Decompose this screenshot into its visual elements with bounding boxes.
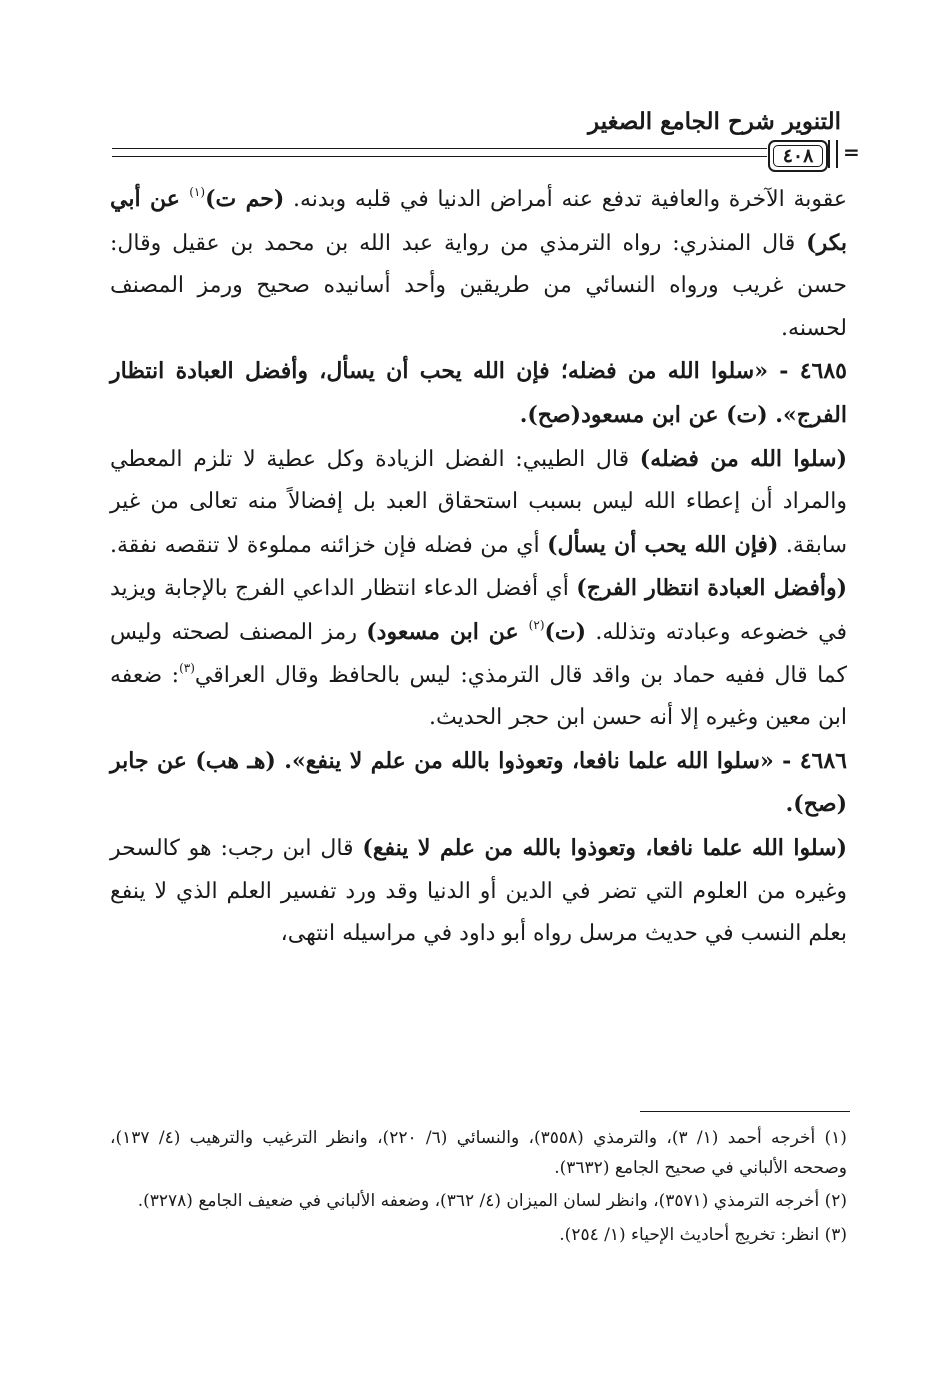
footnote-1: (١) أخرجه أحمد (١/ ٣)، والترمذي (٣٥٥٨)، والنسائي (٦/ ٢٢٠)، وانظر الترغيب والترهيب (٤/ ١٣٧)، وصححه الألباني في صحيح الجامع (٣٦٣٢). xyxy=(110,1128,847,1178)
source-code: (حم ت) xyxy=(205,186,285,212)
running-title: التنوير شرح الجامع الصغير xyxy=(588,108,841,135)
hadith-text: ٤٦٨٥ - «سلوا الله من فضله؛ فإن الله يحب أن يسأل، وأفضل العبادة انتظار الفرج». (ت) عن ابن مسعود(صح). xyxy=(110,358,847,428)
footnote-ref-1: (١) xyxy=(189,185,206,199)
text-run: قال ابن رجب: هو كالسحر وغيره من العلوم التي تضر في الدين أو الدنيا وقد ورد تفسير العلم الذي لا ينفع بعلم النسب في حديث مرسل رواه أبو داود في مراسيله انتهى، xyxy=(110,835,847,947)
quoted-phrase: (سلوا الله من فضله) xyxy=(639,445,847,472)
page-number xyxy=(768,140,828,172)
footnote-2: (٢) أخرجه الترمذي (٣٥٧١)، وانظر لسان الميزان (٤/ ٣٦٢)، وضعفه الألباني في ضعيف الجامع (٣٢٧٨). xyxy=(137,1191,847,1211)
text-run: أي من فضله فإن خزائنه مملوءة لا تنقصه نفقة. xyxy=(110,532,548,558)
source-code: (ت) xyxy=(544,618,587,645)
text-run: قال المنذري: رواه الترمذي من رواية عبد الله بن محمد بن عقيل وقال: حسن غريب ورواه النسائي من طريقين وأحد أسانيده صحيح ورمز المصنف لحسنه. xyxy=(110,230,847,341)
text-run: قال الطيبي: الفضل الزيادة وكل عطية لا تلزم المعطي والمراد أن إعطاء الله ليس بسبب استحقاق العبد بل إفضالاً منه تعالى من غير سابقة. xyxy=(110,446,848,558)
header-rule-end-mark: = xyxy=(843,140,860,164)
hadith-4685 xyxy=(110,350,847,437)
footnote-separator xyxy=(640,1111,850,1112)
text-run: رمز المصنف لصحته وليس كما قال ففيه حماد بن واقد قال الترمذي: ليس بالحافظ وقال العراقي xyxy=(110,619,848,688)
narrator: عن ابن مسعود) xyxy=(366,618,529,645)
main-text xyxy=(110,178,847,956)
text-run: أي أفضل الدعاء انتظار الداعي الفرج بالإجابة ويزيد في خضوعه وعبادته وتذلله. xyxy=(110,576,847,645)
header-double-rule xyxy=(112,148,767,157)
footnote-ref-3: (٣) xyxy=(179,660,195,675)
text-run: عقوبة الآخرة والعافية تدفع عنه أمراض الدنيا في قلبه وبدنه. xyxy=(284,187,847,212)
footnote-3: (٣) انظر: تخريج أحاديث الإحياء (١/ ٢٥٤). xyxy=(559,1224,847,1245)
page-number-text: ٤٠٨ xyxy=(782,145,814,167)
narrator: عن أبي بكر) xyxy=(110,186,847,256)
text-run: : ضعفه ابن معين وغيره إلا أنه حسن ابن حجر الحديث. xyxy=(110,662,847,731)
footnote-ref-2: (٢) xyxy=(528,617,545,632)
quoted-phrase: (وأفضل العبادة انتظار الفرج) xyxy=(576,575,847,602)
paragraph-1 xyxy=(110,178,847,350)
quoted-phrase: (فإن الله يحب أن يسأل) xyxy=(547,531,779,558)
hadith-text: ٤٦٨٦ - «سلوا الله علما نافعا، وتعوذوا بالله من علم لا ينفع». (هـ هب) عن جابر (صح). xyxy=(110,747,847,818)
page-number-bracket xyxy=(828,140,838,168)
quoted-phrase: (سلوا الله علما نافعا، وتعوذوا بالله من علم لا ينفع) xyxy=(362,834,847,861)
footnotes xyxy=(110,1124,847,1254)
paragraph-3 xyxy=(110,438,847,740)
paragraph-5 xyxy=(110,827,847,956)
hadith-4686 xyxy=(110,740,847,827)
